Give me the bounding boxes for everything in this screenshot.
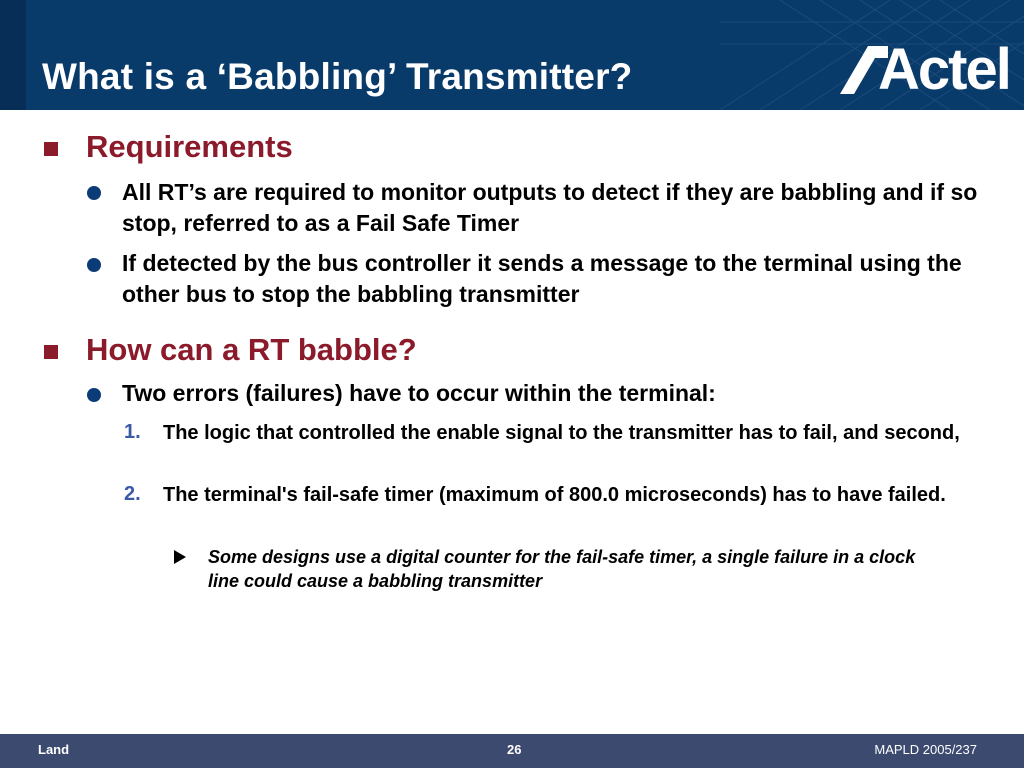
round-bullet-icon <box>87 186 101 200</box>
round-bullet-icon <box>87 258 101 272</box>
bullet-text: Two errors (failures) have to occur within the terminal: <box>122 380 716 406</box>
section-heading: How can a RT babble? <box>86 332 417 367</box>
footer-bar <box>0 734 1024 768</box>
slide-title: What is a ‘Babbling’ Transmitter? <box>42 56 633 97</box>
square-bullet-icon <box>44 345 58 359</box>
footer-author: Land <box>38 742 70 757</box>
footer-conference: MAPLD 2005/237 <box>874 742 977 757</box>
bullet-text: All RT’s are required to monitor outputs to detect if they are babbling and if so stop, referred to as a Fail Safe Timer <box>122 179 978 236</box>
actel-logo-text: Actel <box>878 37 1010 102</box>
page-number: 26 <box>507 742 522 757</box>
section-heading: Requirements <box>86 129 293 164</box>
numbered-text: The terminal's fail-safe timer (maximum of 800.0 microseconds) has to have failed. <box>163 484 946 506</box>
round-bullet-icon <box>87 388 101 402</box>
item-number: 1. <box>124 421 141 443</box>
numbered-text: The logic that controlled the enable signal to the transmitter has to fail, and second, <box>163 422 960 444</box>
arrow-bullet-icon <box>174 550 186 564</box>
item-number: 2. <box>124 483 141 505</box>
bullet-text: If detected by the bus controller it sends a message to the terminal using the other bus to stop the babbling transmitter <box>122 250 962 307</box>
square-bullet-icon <box>44 142 58 156</box>
note-text: Some designs use a digital counter for the fail-safe timer, a single failure in a clock line could cause a babbling transmitter <box>208 547 916 591</box>
